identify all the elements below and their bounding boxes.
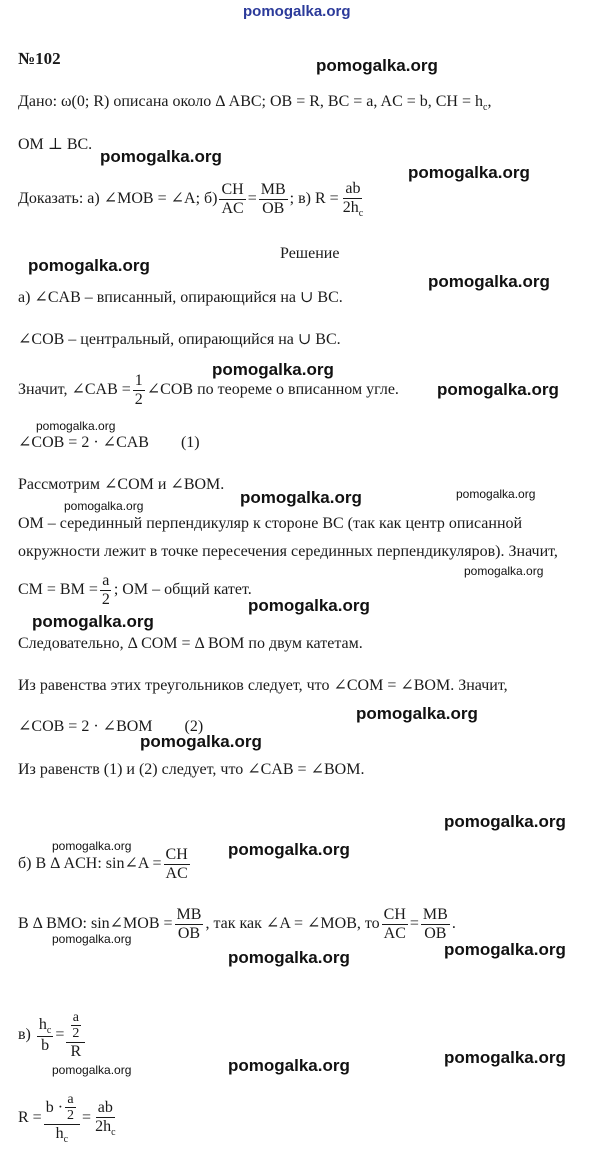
line-a11: ∠COB = 2 · ∠BOM (2): [18, 718, 204, 735]
line-a4: ∠COB = 2 · ∠CAB (1): [18, 434, 200, 451]
watermark-22: pomogalka.org: [444, 940, 566, 959]
watermark-5: pomogalka.org: [428, 272, 550, 291]
c2-inner-frac: [65, 1092, 76, 1124]
line-c2: [18, 1092, 120, 1145]
prove-label: Доказать: а) ∠MOB = ∠A; б): [18, 190, 218, 208]
watermark-12: pomogalka.org: [464, 564, 544, 578]
c2-inner-den: 2: [67, 1108, 75, 1124]
line-c1: [18, 1010, 87, 1060]
given-text: Дано: ω(0; R) описана около Δ ABC; OB = R, BC = a, AC = b, CH = h: [18, 93, 484, 110]
watermark-2: pomogalka.org: [100, 147, 222, 166]
c2-num: [44, 1092, 80, 1125]
line-a12: Из равенств (1) и (2) следует, что ∠CAB = ∠BOM.: [18, 761, 365, 778]
prove-fraction-2: [259, 181, 288, 217]
line-a5: Рассмотрим ∠COM и ∠BOM.: [18, 476, 225, 493]
problem-number: №102: [18, 49, 61, 68]
c1-R: R: [70, 1042, 82, 1060]
b2-g-den: OB: [424, 924, 447, 942]
c1-top: [66, 1010, 85, 1043]
b2-end: .: [451, 915, 456, 933]
watermark-top: pomogalka.org: [243, 3, 351, 20]
a8-pre: CM = BM =: [18, 581, 98, 599]
c2-f-num: ab: [97, 1099, 113, 1117]
prove-f2-den: OB: [262, 199, 285, 217]
c1-inner-num: a: [72, 1010, 79, 1025]
c2-pre: R =: [18, 1109, 42, 1127]
given-tail: ,: [487, 93, 492, 110]
c2-fraction-2: [93, 1099, 117, 1138]
c2-num-b: b ·: [45, 1099, 64, 1117]
b2-fraction-1: [175, 906, 204, 942]
prove-line: [18, 180, 367, 219]
c1-inner-frac: [70, 1010, 81, 1042]
watermark-14: pomogalka.org: [32, 612, 154, 631]
watermark-16: pomogalka.org: [140, 732, 262, 751]
prove-eq: =: [247, 190, 257, 208]
line-a8: [18, 572, 252, 608]
line-a6: OM – серединный перпендикуляр к стороне BC (так как центр описанной: [18, 515, 523, 532]
b1-den: AC: [165, 864, 188, 882]
watermark-18: pomogalka.org: [52, 839, 132, 853]
given-line: [18, 94, 491, 113]
c1-fraction-1: [37, 1016, 53, 1055]
prove-f3-num: ab: [345, 180, 361, 197]
solution-title: Решение: [280, 245, 340, 262]
b2-num: MB: [176, 906, 202, 923]
b2-f-num: CH: [383, 906, 406, 923]
prove-f1-den: AC: [221, 199, 244, 217]
watermark-17: pomogalka.org: [444, 812, 566, 831]
watermark-13: pomogalka.org: [248, 596, 370, 615]
c2-inner-num: a: [67, 1092, 74, 1107]
a3-den: 2: [134, 390, 143, 408]
watermark-8: pomogalka.org: [36, 419, 116, 433]
c2-f-den: $2h_c$: [95, 1117, 116, 1138]
c2-eq: =: [82, 1109, 92, 1127]
b2-pre: В Δ BMO: sin∠MOB =: [18, 915, 173, 933]
line-a10: Из равенства этих треугольников следует, что ∠COM = ∠BOM. Значит,: [18, 677, 508, 694]
b1-pre: б) В Δ ACH: sin∠A =: [18, 855, 162, 873]
b2-eq: =: [409, 915, 419, 933]
line-a7: окружности лежит в точке пересечения серединных перпендикуляров). Значит,: [18, 543, 558, 560]
line-a3: [18, 372, 399, 408]
prove-f2-num: MB: [260, 181, 286, 199]
b2-den: OB: [177, 924, 201, 942]
prove-f1-num: CH: [221, 181, 244, 199]
given-line-2: OM ⊥ BC.: [18, 136, 93, 153]
watermark-1: pomogalka.org: [316, 56, 438, 75]
watermark-25: pomogalka.org: [52, 1063, 132, 1077]
c1-fraction-2: [66, 1010, 85, 1060]
prove-fraction-1: [219, 181, 245, 217]
b2-mid: , так как ∠A = ∠MOB, то: [205, 915, 380, 933]
a8-fraction: [100, 572, 112, 608]
given-sub: c: [483, 102, 488, 114]
watermark-7: pomogalka.org: [437, 380, 559, 399]
watermark-23: pomogalka.org: [444, 1048, 566, 1067]
a3-pre: Значит, ∠CAB =: [18, 381, 131, 399]
watermark-24: pomogalka.org: [228, 1056, 350, 1075]
watermark-21: pomogalka.org: [228, 948, 350, 967]
a8-post: ; OM – общий катет.: [113, 581, 252, 599]
watermark-3: pomogalka.org: [408, 163, 530, 182]
c2-fraction-1: [44, 1092, 80, 1145]
a3-fraction: [133, 372, 145, 408]
c1-den: b: [41, 1036, 50, 1054]
a8-num: a: [102, 572, 110, 589]
a3-post: ∠COB по теореме о вписанном угле.: [146, 381, 399, 399]
a3-num: 1: [134, 372, 143, 389]
b2-fraction-3: [421, 906, 450, 942]
line-a1: а) ∠CAB – вписанный, опирающийся на ∪ BC.: [18, 289, 343, 306]
watermark-10: pomogalka.org: [456, 487, 536, 501]
c1-eq: =: [55, 1026, 65, 1044]
watermark-6: pomogalka.org: [212, 360, 334, 379]
watermark-9: pomogalka.org: [240, 488, 362, 507]
b1-fraction: [164, 846, 190, 882]
prove-f3-den: $2h_c$: [342, 198, 364, 219]
c2-den: $h_c$: [55, 1124, 69, 1145]
c1-inner-den: 2: [72, 1026, 80, 1042]
watermark-15: pomogalka.org: [356, 704, 478, 723]
watermark-4: pomogalka.org: [28, 256, 150, 275]
line-a2: ∠COB – центральный, опирающийся на ∪ BC.: [18, 331, 341, 348]
prove-fraction-3: [341, 180, 365, 219]
watermark-20: pomogalka.org: [52, 932, 132, 946]
watermark-19: pomogalka.org: [228, 840, 350, 859]
c1-pre: в): [18, 1026, 31, 1044]
watermark-11: pomogalka.org: [64, 499, 144, 513]
b2-fraction-2: [382, 906, 408, 942]
line-a9: Следовательно, Δ COM = Δ BOM по двум катетам.: [18, 635, 363, 652]
prove-mid: ; в) R =: [289, 190, 339, 208]
c1-num: $h_c$: [38, 1015, 52, 1036]
b2-g-num: MB: [422, 906, 448, 923]
b1-num: CH: [165, 846, 188, 863]
a8-den: 2: [101, 590, 110, 608]
b2-f-den: AC: [383, 924, 406, 942]
